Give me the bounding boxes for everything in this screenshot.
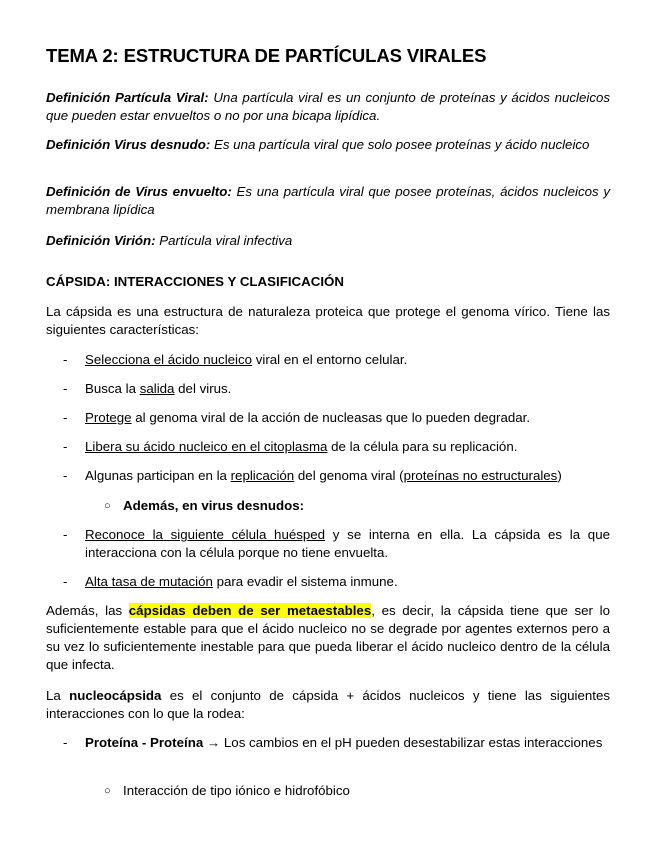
underlined-text: Protege	[85, 410, 132, 425]
item-text: del genoma viral (	[294, 468, 404, 483]
underlined-text: replicación	[230, 468, 295, 483]
definition-virus-desnudo	[46, 136, 610, 154]
definition-virion	[46, 232, 610, 250]
bullet-dash: -	[63, 574, 68, 589]
bullet-dash: -	[63, 735, 68, 750]
highlighted-text: cápsidas deben de ser metaestables	[128, 603, 372, 618]
bullet-dash: -	[63, 527, 68, 542]
bold-term: nucleocápsida	[69, 688, 162, 703]
item-text: )	[557, 468, 562, 483]
intro-paragraph: La cápsida es una estructura de naturaleza proteica que protege el genoma vírico. Tiene las siguientes características:	[46, 304, 610, 337]
definition-term: Definición Virus desnudo:	[46, 137, 211, 152]
item-text: de la célula para su replicación.	[327, 439, 518, 454]
definition-term: Definición de Virus envuelto:	[46, 184, 232, 199]
underlined-text: Libera su ácido nucleico en el citoplasma	[85, 439, 328, 454]
page-title: TEMA 2: ESTRUCTURA DE PARTÍCULAS VIRALES	[46, 45, 487, 66]
bullet-dash: -	[63, 410, 68, 425]
item-text: al genoma viral de la acción de nucleasas que lo pueden degradar.	[131, 410, 531, 425]
sub-item-text: Interacción de tipo iónico e hidrofóbico	[123, 783, 350, 798]
sub-item-text: Además, en virus desnudos:	[123, 498, 305, 513]
underlined-text: Alta tasa de mutación	[85, 574, 213, 589]
item-text: y se interna en ella. La cápsida es la que interacciona con la célula porque no tiene envuelta.	[85, 527, 614, 560]
paragraph-text: Además, las	[46, 603, 129, 618]
nucleocapsid-paragraph	[46, 687, 614, 723]
item-text: para evadir el sistema inmune.	[212, 574, 398, 589]
paragraph-text: es el conjunto de cápsida + ácidos nucleicos y tiene las siguientes interacciones con lo que la rodea:	[46, 688, 614, 721]
underlined-text: proteínas no estructurales	[403, 468, 558, 483]
underlined-text: Reconoce la siguiente célula huésped	[85, 527, 326, 542]
underlined-text: Selecciona el ácido nucleico	[85, 352, 253, 367]
item-text: Busca la	[85, 381, 140, 396]
circle-bullet-icon: ○	[104, 500, 111, 512]
bullet-dash: -	[63, 468, 68, 483]
item-text: del virus.	[174, 381, 232, 396]
definition-particula-viral	[46, 89, 610, 125]
bullet-dash: -	[63, 352, 68, 367]
bullet-dash: -	[63, 439, 68, 454]
bullet-dash: -	[63, 381, 68, 396]
metastable-paragraph	[46, 602, 614, 674]
paragraph-text: , es decir, la cápsida tiene que ser lo suficientemente estable para que el ácido nucleico no se degrade por agentes externos pero a su vez lo suficientemente inestable para que pueda liberar el ácido nucleico dentro de la célula que infecta.	[46, 603, 614, 672]
underlined-text: salida	[139, 381, 175, 396]
definition-text: Es una partícula viral que solo posee proteínas y ácido nucleico	[210, 137, 590, 152]
definition-term: Definición Partícula Viral:	[46, 90, 209, 105]
section-heading: CÁPSIDA: INTERACCIONES Y CLASIFICACIÓN	[46, 274, 344, 289]
item-text: Algunas participan en la	[85, 468, 231, 483]
definition-text: Partícula viral infectiva	[155, 233, 293, 248]
definition-text: Una partícula viral es un conjunto de proteínas y ácidos nucleicos que pueden estar envueltos o no por una bicapa lipídica.	[46, 90, 611, 123]
definition-virus-envuelto	[46, 183, 610, 219]
bold-term: Proteína - Proteína	[85, 735, 204, 750]
definition-text: Es una partícula viral que posee proteínas, ácidos nucleicos y membrana lipídica	[46, 184, 610, 217]
item-text: → Los cambios en el pH pueden desestabilizar estas interacciones	[203, 735, 603, 750]
circle-bullet-icon: ○	[104, 785, 111, 797]
paragraph-text: La	[46, 688, 70, 703]
item-text: viral en el entorno celular.	[252, 352, 408, 367]
definition-term: Definición Virión:	[46, 233, 156, 248]
